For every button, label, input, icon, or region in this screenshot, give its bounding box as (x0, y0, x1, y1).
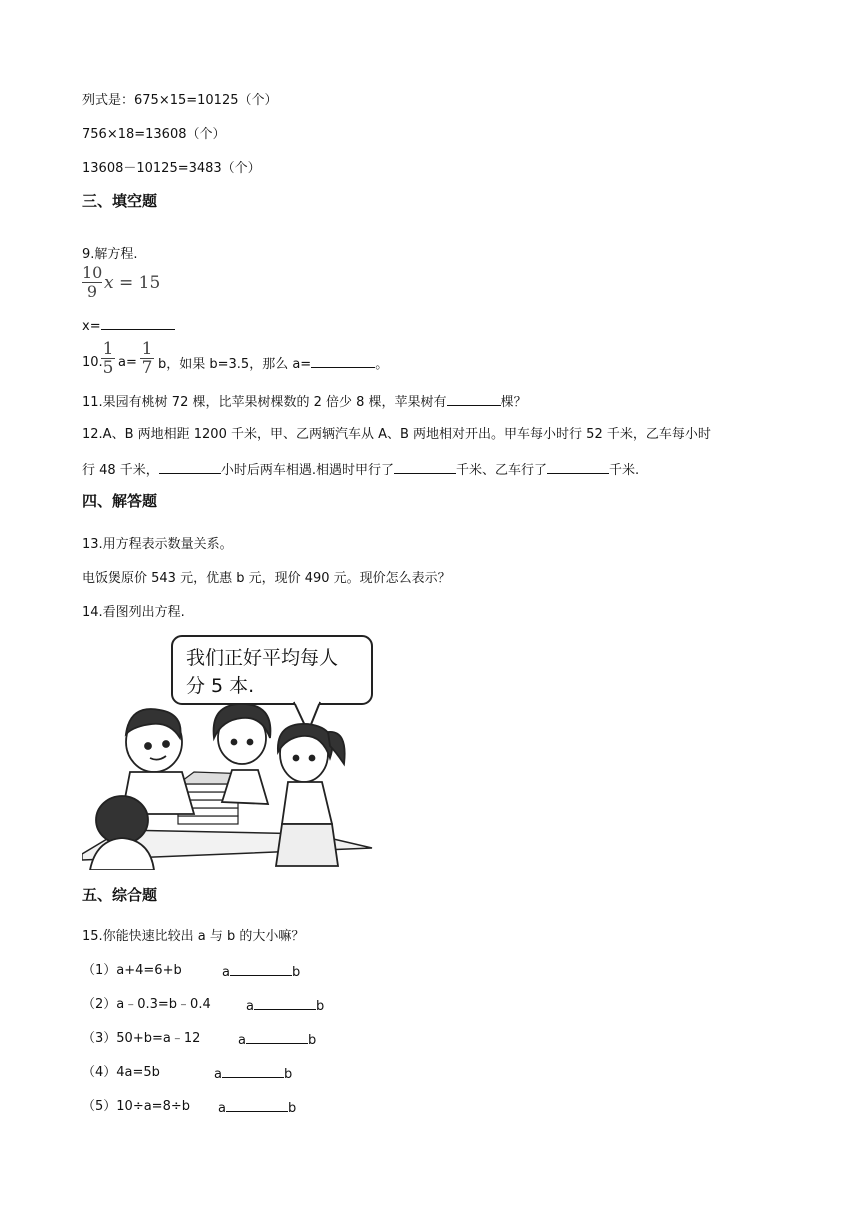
q15-item-2-answer (246, 996, 324, 1016)
q15-item-3-answer (238, 1030, 316, 1050)
q10-tail (158, 354, 388, 374)
q15-item-4-blank[interactable] (222, 1064, 284, 1078)
q15-item-5-a: a (218, 1101, 226, 1116)
question-9-text: 9.解方程. (82, 247, 138, 262)
q15-item-1-b: b (291, 965, 301, 980)
q10-answer-blank[interactable] (311, 354, 375, 368)
child-boy-front (90, 796, 154, 870)
q12-blank-car-b[interactable] (547, 460, 609, 474)
q11-tail: 棵？ (500, 395, 527, 410)
q12-blank-hours[interactable] (159, 460, 221, 474)
q11-text: 11.果园有桃树 72 棵，比苹果树棵数的 2 倍少 8 棵，苹果树有 (82, 395, 447, 410)
q9-answer-line (82, 316, 175, 336)
q15-item-1-a: a (222, 965, 230, 980)
q10-number: 10. (82, 355, 103, 370)
q12-text-b: 小时后两车相遇.相遇时甲行了 (220, 463, 394, 478)
q14-illustration (82, 634, 382, 870)
q9-equation (104, 273, 160, 293)
q10-tail-end: 。 (375, 357, 389, 372)
q15-item-5-answer (218, 1098, 296, 1118)
q15-item-2 (82, 996, 211, 1014)
q15-item-5-eq: （5）10÷a=8÷b (82, 1099, 190, 1114)
q15-item-1-answer (222, 962, 300, 982)
q15-item-2-b: b (315, 999, 325, 1014)
q12-text-d: 千米. (608, 463, 640, 478)
q15-item-1 (82, 962, 182, 980)
q12-text-a: 行 48 千米， (82, 463, 159, 478)
q15-item-3-b: b (307, 1033, 317, 1048)
section-title-fill-in: 三、填空题 (82, 192, 158, 210)
q9-fraction-denominator: 9 (86, 282, 98, 301)
q15-item-2-a: a (246, 999, 254, 1014)
q15-item-1-blank[interactable] (230, 962, 292, 976)
calc-line-3: 13608－10125=3483（个） (82, 161, 261, 176)
bubble-line-2: 分 5 本. (186, 675, 255, 697)
q15-item-3-blank[interactable] (246, 1030, 308, 1044)
question-11 (82, 392, 527, 412)
speech-bubble (172, 636, 372, 732)
q10-fraction-2-denominator: 7 (141, 358, 153, 378)
q9-answer-blank[interactable] (101, 316, 175, 330)
q15-item-2-eq: （2）a﹣0.3=b﹣0.4 (82, 997, 211, 1012)
q9-fraction-numerator: 10 (82, 263, 103, 282)
calc-line-1: 列式是：675×15=10125（个） (82, 93, 278, 108)
q12-blank-car-a[interactable] (394, 460, 456, 474)
q15-item-4-answer (214, 1064, 292, 1084)
question-13-detail: 电饭煲原价 543 元，优惠 b 元，现价 490 元。现价怎么表示？ (82, 571, 451, 586)
calc-line-2: 756×18=13608（个） (82, 127, 226, 142)
q10-tail-text: b，如果 b=3.5，那么 a= (158, 357, 312, 372)
section-title-answer: 四、解答题 (82, 492, 158, 510)
bubble-line-1: 我们正好平均每人 (186, 647, 339, 669)
q15-item-4-eq: （4）4a=5b (82, 1065, 160, 1080)
question-13-text: 13.用方程表示数量关系。 (82, 537, 233, 552)
q15-item-1-eq: （1）a+4=6+b (82, 963, 182, 978)
q10-fraction-2-numerator: 1 (141, 339, 153, 359)
question-15-text: 15.你能快速比较出 a 与 b 的大小嘛？ (82, 929, 305, 944)
q11-answer-blank[interactable] (447, 392, 501, 406)
q10-fraction-1-denominator: 5 (102, 358, 114, 378)
q12-text-c: 千米、乙车行了 (455, 463, 547, 478)
q15-item-5 (82, 1098, 190, 1116)
section-title-comprehensive: 五、综合题 (82, 886, 158, 904)
q10-fraction-1-numerator: 1 (102, 339, 114, 359)
q15-item-4-b: b (283, 1067, 293, 1082)
q15-item-3-a: a (238, 1033, 246, 1048)
q10-fraction-2 (140, 340, 154, 377)
q12-line-1: 12.A、B 两地相距 1200 千米，甲、乙两辆汽车从 A、B 两地相对开出。甲车每小时行 52 千米，乙车每小时 (82, 427, 711, 442)
q15-item-3 (82, 1030, 200, 1048)
q9-variable: x (104, 273, 114, 293)
q15-item-4-a: a (214, 1067, 222, 1082)
q9-answer-prefix: x= (82, 319, 101, 334)
q15-item-4 (82, 1064, 160, 1082)
child-girl-right (276, 724, 345, 866)
q12-line-2 (82, 460, 639, 480)
q9-rhs: = 15 (119, 273, 161, 293)
q15-item-5-b: b (287, 1101, 297, 1116)
q10-fraction-1 (101, 340, 115, 377)
q15-item-2-blank[interactable] (254, 996, 316, 1010)
q15-item-3-eq: （3）50+b=a﹣12 (82, 1031, 201, 1046)
q10-middle: a= (118, 355, 137, 370)
q15-item-5-blank[interactable] (226, 1098, 288, 1112)
question-14-text: 14.看图列出方程. (82, 605, 185, 620)
q9-fraction (82, 264, 102, 301)
